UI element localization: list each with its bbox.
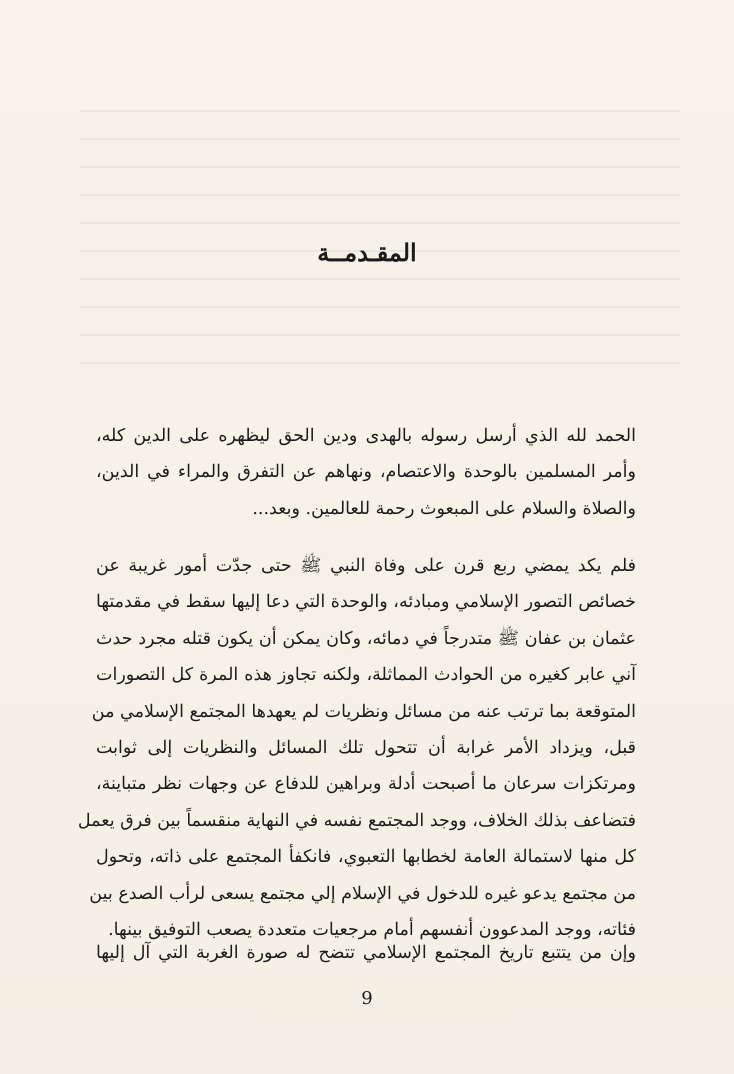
paragraph-line: والصلاة والسلام على المبعوث رحمة للعالمين. وبعد...	[252, 498, 636, 519]
paragraph-line: الحمد لله الذي أرسل رسوله بالهدى ودين الحق ليظهره على الدين كله،	[96, 426, 636, 446]
page-title: المقـدمــة	[317, 238, 417, 267]
paragraph-2	[77, 548, 636, 948]
paragraph-line: ومرتكزات سرعان ما أصبحت أدلة وبراهين للدفاع عن وجهات نظر متباينة،	[96, 774, 636, 795]
paragraph-line: وأمر المسلمين بالوحدة والاعتصام، ونهاهم عن التفرق والمراء في الدين،	[96, 462, 636, 483]
paragraph-line: عثمان بن عفان ﷺ متدرجاً في دمائه، وكان يمكن أن يكون قتله مجرد حدث	[96, 628, 636, 649]
paragraph-3	[96, 935, 636, 971]
paragraph-line: وإن من يتتبع تاريخ المجتمع الإسلامي تتضح له صورة الغربة التي آل إليها	[96, 943, 636, 963]
paragraph-line: فلم يكد يمضي ربع قرن على وفاة النبي ﷺ حتى جدّت أمور غريبة عن	[96, 556, 636, 576]
paragraph-line: فتضاعف بذلك الخلاف، ووجد المجتمع نفسه في النهاية منقسماً بين فرق يعمل	[77, 810, 636, 831]
paragraph-line: من مجتمع يدعو غيره للدخول في الإسلام إلي مجتمع يسعى لرأب الصدع بين	[89, 883, 636, 904]
page-number: 9	[361, 988, 373, 1009]
paragraph-line: قبل، ويزداد الأمر غرابة أن تتحول تلك المسائل والنظريات إلى ثوابت	[96, 738, 636, 759]
paragraph-line: آني عابر كغيره من الحوادث المماثلة، ولكنه تجاوز هذه المرة كل التصورات	[96, 665, 636, 686]
paragraph-line: المتوقعة بما ترتب عنه من مسائل ونظريات لم يعهدها المجتمع الإسلامي من	[91, 701, 636, 722]
paragraph-line: فئاته، ووجد المدعوون أنفسهم أمام مرجعيات متعددة يصعب التوفيق بينها.	[108, 920, 636, 941]
paragraph-line: كل منها لاستمالة العامة لخطابها التعبوي، فانكفأ المجتمع على ذاته، وتحول	[96, 847, 636, 868]
paragraph-line: خصائص التصور الإسلامي ومبادئه، والوحدة التي دعا إليها سقط في مقدمتها	[96, 592, 636, 613]
paragraph-1	[96, 418, 636, 527]
